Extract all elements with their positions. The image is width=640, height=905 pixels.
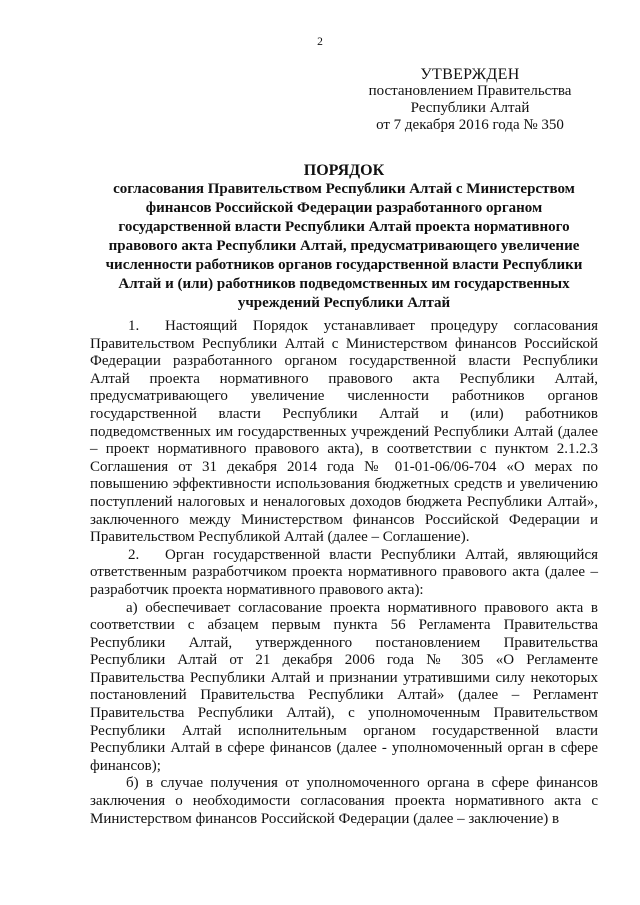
- paragraph-number: 1.: [128, 318, 140, 334]
- document-heading: ПОРЯДОК: [303, 162, 385, 179]
- document-body: [90, 318, 598, 828]
- paragraph-text: Орган государственной власти Республики Алтай, являющийся ответственным разработчиком проекта нормативного правового акта (далее – разработчик проекта нормативного правового акта):: [90, 546, 598, 598]
- paragraph-2: [90, 547, 598, 600]
- paragraph-2b: б) в случае получения от уполномоченного органа в сфере финансов заключения о необходимости согласования проекта нормативного акта с Министерством финансов Российской Федерации (далее – заключение) в: [90, 775, 598, 827]
- approval-line-3: от 7 декабря 2016 года № 350: [376, 117, 564, 133]
- approval-line-2: Республики Алтай: [410, 100, 530, 116]
- paragraph-number: 2.: [128, 546, 140, 563]
- approval-stamp-block: [360, 66, 580, 134]
- approval-line-1: постановлением Правительства: [368, 83, 572, 99]
- document-title: [90, 161, 598, 313]
- paragraph-2a: а) обеспечивает согласование проекта нормативного правового акта в соответствии с абзацем первым пункта 56 Регламента Правительства Республики Алтай, утвержденного постановлением Правительства Республики Алтай от 21 декабря 2006 года № 305 «О Регламенте Правительства Республики Алтай и признании утратившими силу некоторых постановлений Правительства Республики Алтай» (далее – Регламент Правительства Республики Алтай), с уполномоченным Правительством Республики Алтай исполнительным органом государственной власти Республики Алтай в сфере финансов (далее - уполномоченный орган в сфере финансов);: [90, 599, 598, 774]
- paragraph-text: Настоящий Порядок устанавливает процедуру согласования Правительством Республики Алтай с Министерством финансов Российской Федерации разработанного органом государственной власти Республики Алтай проекта нормативного правового акта Республики Алтай, предусматривающего увеличение численности работников органов государственной власти Республики Алтай и (или) работников подведомственных им государственных учреждений Республики Алтай (далее – проект нормативного правового акта), в соответствии с пунктом 2.1.2.3 Соглашения от 31 декабря 2014 года № 01-01-06/06-704 «О мерах по повышению эффективности использования бюджетных средств и увеличению поступлений налоговых и неналоговых доходов бюджета Республики Алтай», заключенного между Министерством финансов Российской Федерации и Правительством Республикой Алтай (далее – Соглашение).: [90, 318, 598, 546]
- paragraph-1: [90, 318, 598, 547]
- page-number: 2: [317, 36, 323, 48]
- document-subtitle: согласования Правительством Республики Алтай с Министерством финансов Российской Федерации разработанного органом государственной власти Республики Алтай проекта нормативного правового акта Республики Алтай, предусматривающего увеличение численности работников органов государственной власти Республики Алтай и (или) работников подведомственных им государственных учреждений Республики Алтай: [105, 181, 583, 311]
- approved-title: УТВЕРЖДЕН: [420, 66, 520, 83]
